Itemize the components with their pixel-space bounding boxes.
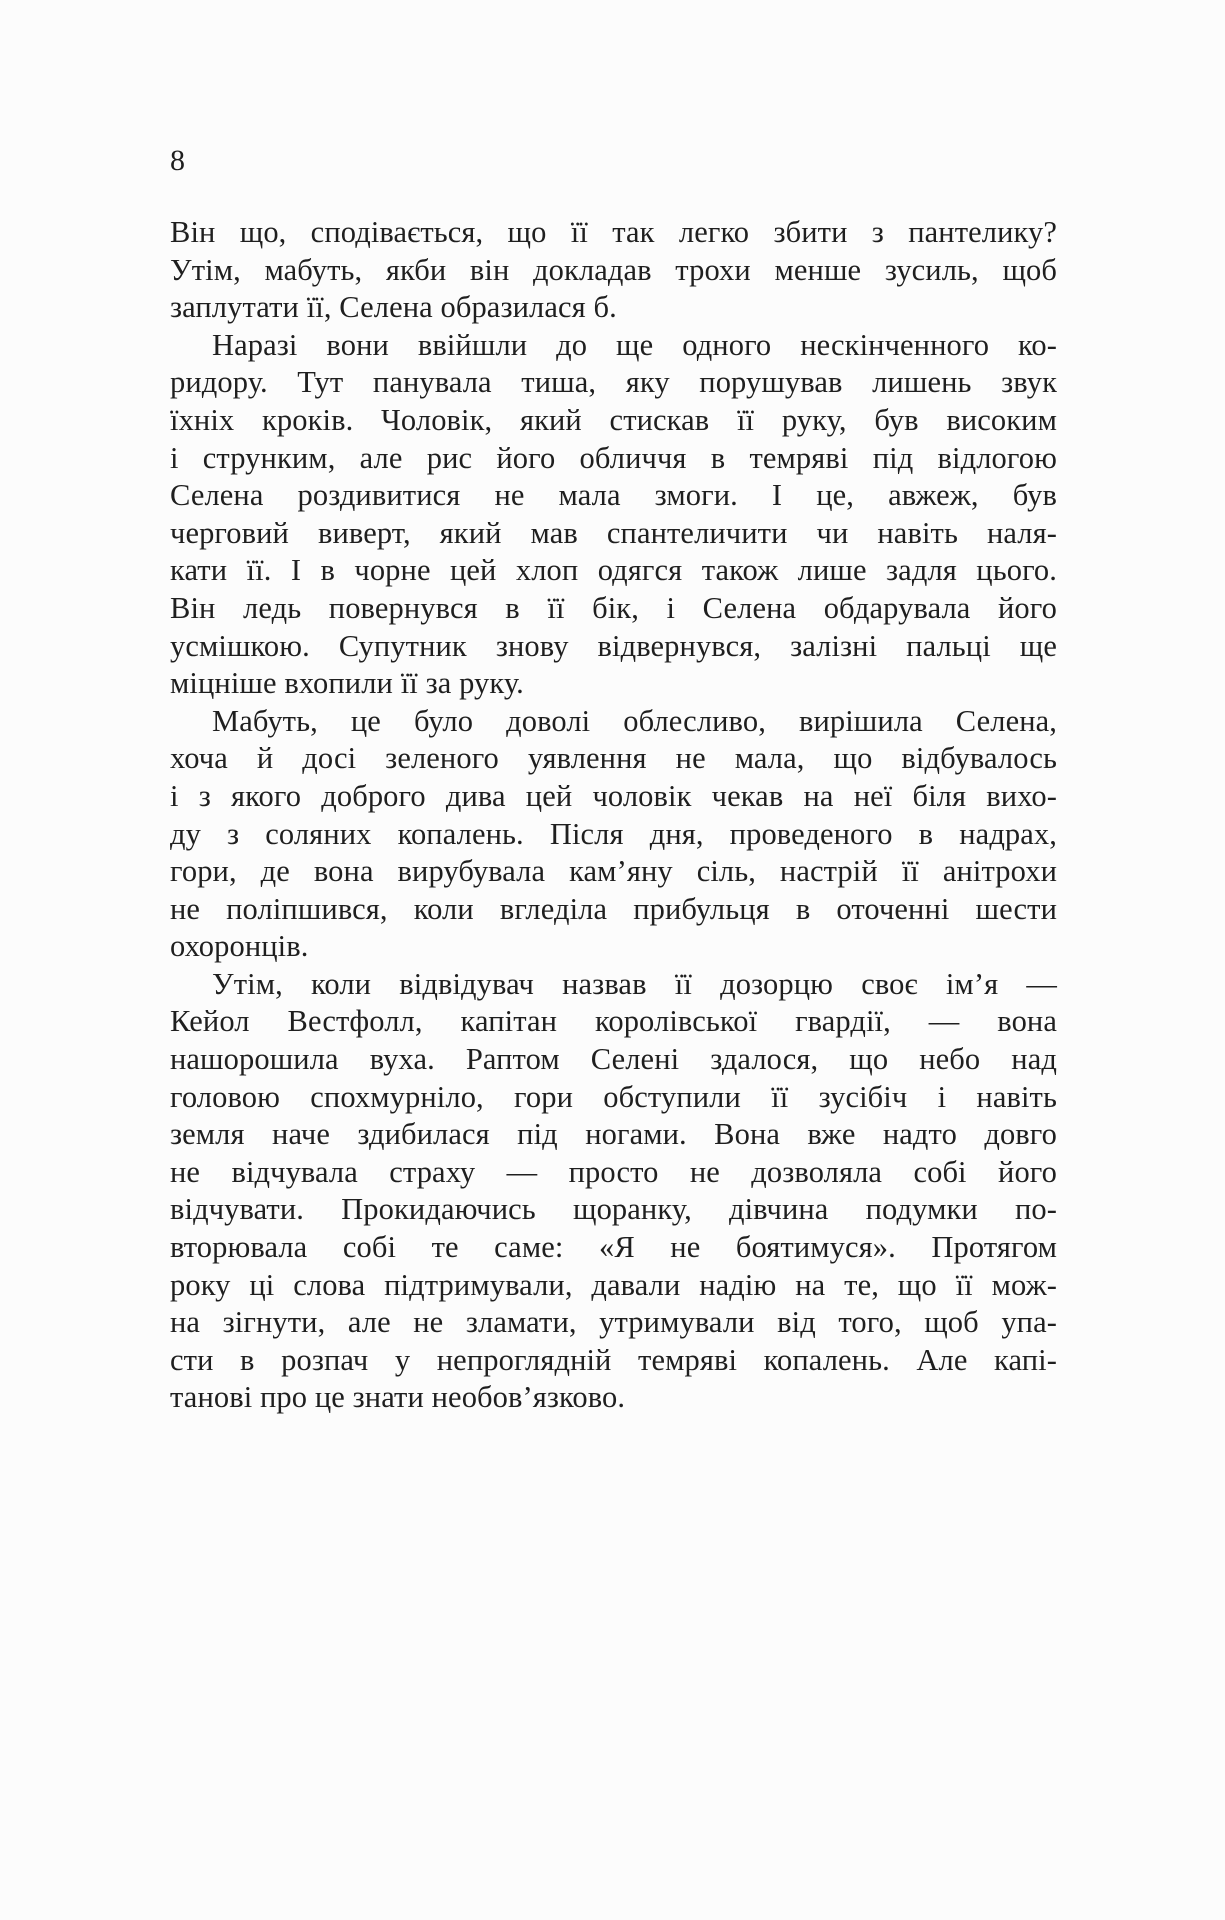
text-line: гори, де вона вирубувала кам’яну сіль, настрій її анітрохи [170,854,1057,889]
text-line: і струнким, але рис його обличчя в темряві під відлогою [170,440,1057,475]
text-line: не поліпшився, коли вгледіла прибульця в оточенні шести [170,891,1057,926]
text-line: вторювала собі те саме: «Я не боятимуся». Протягом [170,1230,1057,1265]
text-line: нашорошила вуха. Раптом Селені здалося, що небо над [170,1042,1057,1077]
text-line: земля наче здибилася під ногами. Вона вже надто довго [170,1117,1057,1152]
text-line: їхніх кроків. Чоловік, який стискав її руку, був високим [170,402,1057,437]
text-line: кати її. І в чорне цей хлоп одягся також лише задля цього. [170,553,1057,588]
text-line: охоронців. [170,929,309,964]
text-line: відчувати. Прокидаючись щоранку, дівчина подумки по- [170,1192,1057,1227]
text-line: Він ледь повернувся в її бік, і Селена обдарувала його [170,590,1057,625]
text-line: міцніше вхопили її за руку. [170,666,524,701]
paragraph [170,214,1057,327]
text-line: Селена роздивитися не мала змоги. І це, авжеж, був [170,478,1057,513]
text-line: заплутати її, Селена образилася б. [170,290,617,325]
text-line: усмішкою. Супутник знову відвернувся, залізні пальці ще [170,628,1057,663]
text-line: на зігнути, але не зламати, утримували від того, щоб упа- [170,1305,1057,1340]
text-line: Утім, мабуть, якби він докладав трохи менше зусиль, щоб [170,252,1057,287]
text-line: не відчувала страху — просто не дозволяла собі його [170,1154,1057,1189]
paragraph [170,966,1057,1417]
text-line: танові про це знати необов’язково. [170,1380,626,1415]
text-line: року ці слова підтримували, давали надію на те, що її мож- [170,1267,1057,1302]
text-line: хоча й досі зеленого уявлення не мала, що відбувалось [170,741,1057,776]
text-line: і з якого доброго дива цей чоловік чекав на неї біля вихо- [170,778,1057,813]
text-line: Мабуть, це було доволі облесливо, вирішила Селена, [212,703,1057,738]
paragraph [170,327,1057,703]
text-line: Наразі вони ввійшли до ще одного нескінченного ко- [212,327,1057,362]
paragraph [170,703,1057,966]
text-line: сти в розпач у непроглядній темряві копалень. Але капі- [170,1342,1057,1377]
text-line: черговий виверт, який мав спантеличити чи навіть наля- [170,515,1057,550]
text-line: головою спохмурніло, гори обступили її зусібіч і навіть [170,1079,1057,1114]
body-text [170,214,1057,1417]
text-line: ридору. Тут панувала тиша, яку порушував лишень звук [170,365,1057,400]
text-line: Він що, сподівається, що її так легко збити з пантелику? [170,215,1057,249]
text-line: Утім, коли відвідувач назвав її дозорцю своє ім’я — [212,966,1057,1001]
text-line: Кейол Вестфолл, капітан королівської гвардії, — вона [170,1004,1057,1039]
page-number: 8 [170,144,185,177]
text-line: ду з соляних копалень. Після дня, проведеного в надрах, [170,816,1057,851]
